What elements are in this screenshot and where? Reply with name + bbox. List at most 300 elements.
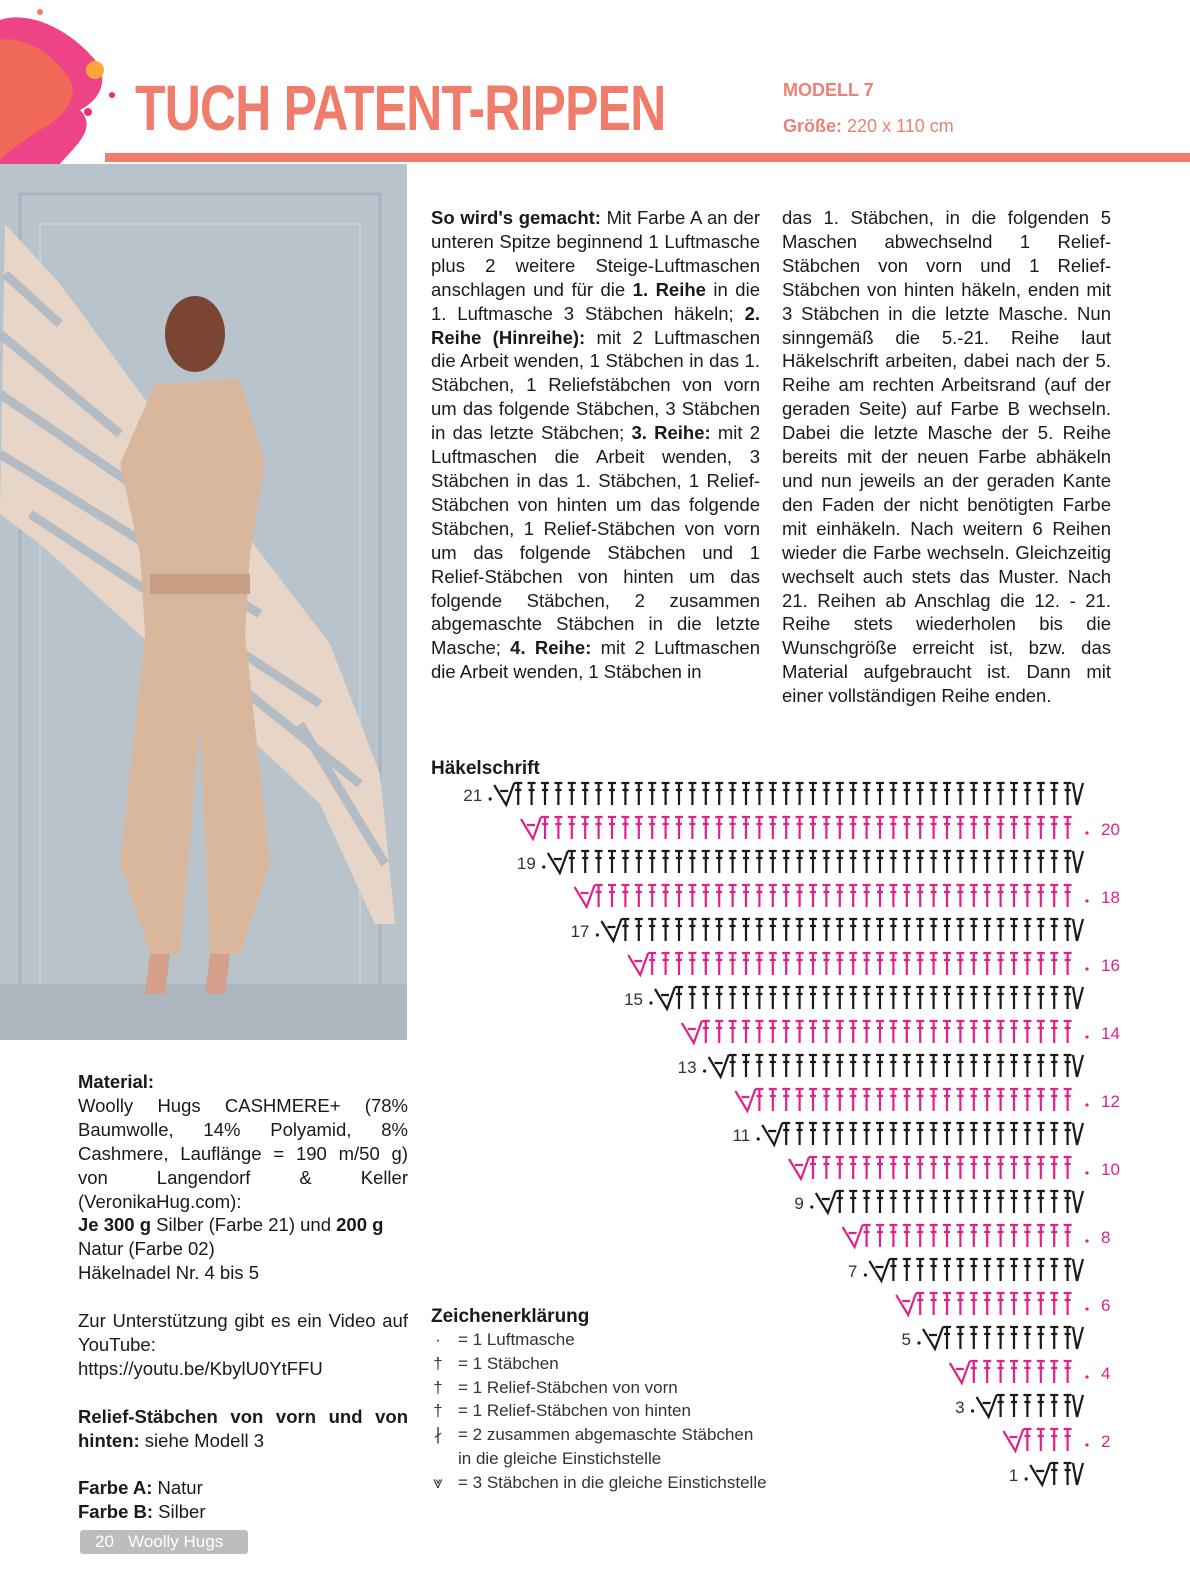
stitch-symbol-icon <box>1010 1259 1018 1281</box>
stitch-symbol-icon <box>662 851 670 873</box>
stitch-symbol-icon <box>1064 851 1072 873</box>
chain-dot-icon <box>649 1001 652 1004</box>
stitch-symbol-icon <box>568 851 576 873</box>
increase-symbol-icon <box>494 783 514 805</box>
chart-row-6 <box>896 1293 1071 1315</box>
stitch-symbol-icon <box>1050 1157 1058 1179</box>
stitch-symbol-icon <box>822 1021 830 1043</box>
stitch-symbol-icon <box>742 783 750 805</box>
farbe-b-value: Silber <box>153 1501 206 1523</box>
stitch-symbol-icon <box>930 1157 938 1179</box>
stitch-symbol-icon <box>997 919 1005 941</box>
stitch-symbol-icon <box>1064 1191 1072 1213</box>
legend-item <box>418 1378 678 1398</box>
stitch-symbol-icon <box>1050 783 1058 805</box>
chart-row-11 <box>762 1123 1083 1145</box>
stitch-symbol-icon <box>1023 1395 1031 1417</box>
stitch-symbol-icon <box>943 1191 951 1213</box>
size-label: Größe: <box>783 116 843 136</box>
stitch-symbol-icon <box>648 885 656 907</box>
stitch-symbol-icon <box>1037 1021 1045 1043</box>
stitch-symbol-icon <box>876 987 884 1009</box>
stitch-symbol-icon <box>863 817 871 839</box>
amount-silver: Je 300 g <box>78 1214 152 1236</box>
legend-text: in die gleiche Einstichstelle <box>458 1449 662 1468</box>
stitch-symbol-icon <box>997 1395 1005 1417</box>
stitch-symbol-icon <box>930 987 938 1009</box>
row-number-label: 8 <box>1101 1228 1111 1247</box>
silver-info: Silber (Farbe 21) und <box>151 1214 337 1236</box>
stitch-symbol-icon <box>997 1293 1005 1315</box>
stitch-symbol-icon <box>956 1089 964 1111</box>
stitch-symbol-icon <box>983 1361 991 1383</box>
stitch-symbol-icon <box>916 1123 924 1145</box>
stitch-symbol-icon <box>889 885 897 907</box>
instructions-column-2 <box>782 206 1111 708</box>
stitch-symbol-icon <box>876 1089 884 1111</box>
stitch-symbol-icon <box>1064 817 1072 839</box>
stitch-symbol-icon <box>863 1157 871 1179</box>
stitch-symbol-icon <box>1010 817 1018 839</box>
stitch-symbol-icon <box>956 1157 964 1179</box>
chart-row-15 <box>655 987 1083 1009</box>
stitch-symbol-icon <box>836 1157 844 1179</box>
stitch-symbol-icon <box>849 1055 857 1077</box>
stitch-symbol-icon <box>956 953 964 975</box>
stitch-symbol-icon <box>956 987 964 1009</box>
row-number-label: 18 <box>1101 888 1120 907</box>
stitch-symbol-icon <box>648 817 656 839</box>
stitch-symbol-icon <box>1023 1157 1031 1179</box>
stitch-symbol-icon <box>970 783 978 805</box>
stitch-symbol-icon <box>1064 1259 1072 1281</box>
stitch-symbol-icon <box>970 1157 978 1179</box>
stitch-symbol-icon <box>648 953 656 975</box>
chart-row-1 <box>1030 1463 1083 1485</box>
stitch-symbol-icon <box>729 953 737 975</box>
increase-symbol-icon <box>789 1157 809 1179</box>
stitch-symbol-icon <box>997 1055 1005 1077</box>
video-link[interactable]: https://youtu.be/KbylU0YtFFU <box>78 1357 323 1379</box>
decrease-symbol-icon <box>1073 851 1083 873</box>
stitch-symbol-icon <box>702 851 710 873</box>
stitch-symbol-icon <box>822 851 830 873</box>
stitch-symbol-icon <box>930 1123 938 1145</box>
stitch-symbol-icon <box>943 919 951 941</box>
stitch-symbol-icon <box>1064 919 1072 941</box>
stitch-symbol-icon <box>796 783 804 805</box>
stitch-symbol-icon <box>715 987 723 1009</box>
stitch-symbol-icon <box>822 919 830 941</box>
stitch-symbol-icon <box>608 783 616 805</box>
stitch-symbol-icon <box>849 987 857 1009</box>
instruction-segment: in die 1. Luftmasche 3 Stäbchen häkeln; <box>431 278 760 324</box>
instruction-segment: 3. Reihe: <box>631 422 711 444</box>
stitch-symbol-icon <box>782 987 790 1009</box>
instruction-segment: mit 2 Luftmaschen die Arbeit wenden, 1 Stäbchen in <box>431 637 761 683</box>
stitch-symbol-icon <box>782 783 790 805</box>
stitch-symbol-icon <box>1037 987 1045 1009</box>
stitch-symbol-icon <box>903 1157 911 1179</box>
legend-symbol-icon: † <box>433 1353 443 1373</box>
stitch-symbol-icon <box>755 783 763 805</box>
stitch-symbol-icon <box>983 1157 991 1179</box>
stitch-symbol-icon <box>970 817 978 839</box>
stitch-symbol-icon <box>1037 851 1045 873</box>
stitch-symbol-icon <box>769 783 777 805</box>
stitch-symbol-icon <box>943 851 951 873</box>
chain-dot-icon <box>1025 1477 1028 1480</box>
stitch-symbol-icon <box>876 1123 884 1145</box>
stitch-symbol-icon <box>1064 1157 1072 1179</box>
stitch-symbol-icon <box>782 851 790 873</box>
stitch-symbol-icon <box>1023 851 1031 873</box>
stitch-symbol-icon <box>809 919 817 941</box>
chart-row-13 <box>709 1055 1083 1077</box>
decrease-symbol-icon <box>1073 919 1083 941</box>
stitch-symbol-icon <box>943 1021 951 1043</box>
stitch-symbol-icon <box>863 953 871 975</box>
stitch-symbol-icon <box>849 953 857 975</box>
stitch-symbol-icon <box>836 953 844 975</box>
stitch-symbol-icon <box>1023 1225 1031 1247</box>
stitch-symbol-icon <box>1023 1259 1031 1281</box>
stitch-symbol-icon <box>903 987 911 1009</box>
chart-row-14 <box>682 1021 1072 1043</box>
increase-symbol-icon <box>575 885 595 907</box>
stitch-symbol-icon <box>554 817 562 839</box>
stitch-symbol-icon <box>930 1259 938 1281</box>
stitch-symbol-icon <box>1037 783 1045 805</box>
stitch-symbol-icon <box>983 851 991 873</box>
stitch-symbol-icon <box>1010 953 1018 975</box>
stitch-symbol-icon <box>1023 953 1031 975</box>
model-number: MODELL 7 <box>783 80 874 100</box>
stitch-symbol-icon <box>1010 987 1018 1009</box>
stitch-symbol-icon <box>688 987 696 1009</box>
stitch-symbol-icon <box>554 783 562 805</box>
stitch-symbol-icon <box>836 1021 844 1043</box>
stitch-symbol-icon <box>930 1089 938 1111</box>
stitch-symbol-icon <box>1023 817 1031 839</box>
row-number-label: 4 <box>1101 1364 1111 1383</box>
stitch-symbol-icon <box>715 953 723 975</box>
stitch-symbol-icon <box>742 1055 750 1077</box>
stitch-symbol-icon <box>1050 1259 1058 1281</box>
legend-text: = 1 Stäbchen <box>458 1353 559 1373</box>
chain-dot-icon <box>757 1137 760 1140</box>
stitch-symbol-icon <box>970 953 978 975</box>
stitch-symbol-icon <box>863 783 871 805</box>
stitch-symbol-icon <box>688 953 696 975</box>
increase-symbol-icon <box>628 953 648 975</box>
stitch-symbol-icon <box>608 817 616 839</box>
stitch-symbol-icon <box>729 987 737 1009</box>
amount-natur: 200 g <box>336 1214 384 1236</box>
stitch-symbol-icon <box>822 885 830 907</box>
page-number: 20 <box>95 1532 114 1551</box>
legend-text: = 1 Relief-Stäbchen von hinten <box>458 1401 691 1421</box>
stitch-symbol-icon <box>916 1259 924 1281</box>
stitch-symbol-icon <box>1050 1055 1058 1077</box>
stitch-symbol-icon <box>1050 1225 1058 1247</box>
stitch-symbol-icon <box>715 817 723 839</box>
stitch-symbol-icon <box>662 817 670 839</box>
stitch-symbol-icon <box>849 1089 857 1111</box>
decrease-symbol-icon <box>1073 1327 1083 1349</box>
stitch-symbol-icon <box>956 851 964 873</box>
stitch-symbol-icon <box>1050 1123 1058 1145</box>
stitch-symbol-icon <box>822 1055 830 1077</box>
stitch-symbol-icon <box>782 919 790 941</box>
stitch-symbol-icon <box>729 1055 737 1077</box>
video-intro: Zur Unterstützung gibt es ein Video auf YouTube: <box>78 1310 408 1355</box>
stitch-symbol-icon <box>943 1327 951 1349</box>
stitch-symbol-icon <box>943 987 951 1009</box>
stitch-symbol-icon <box>662 783 670 805</box>
legend-item <box>418 1330 575 1350</box>
row-number-label: 20 <box>1101 820 1120 839</box>
stitch-symbol-icon <box>916 1225 924 1247</box>
stitch-symbol-icon <box>930 1055 938 1077</box>
stitch-symbol-icon <box>1023 1429 1031 1451</box>
chain-dot-icon <box>1085 1171 1088 1174</box>
instruction-segment: 4. Reihe: <box>510 637 592 659</box>
legend-symbol-icon: † <box>433 1377 443 1397</box>
stitch-symbol-icon <box>595 851 603 873</box>
stitch-symbol-icon <box>983 783 991 805</box>
stitch-symbol-icon <box>930 1021 938 1043</box>
stitch-symbol-icon <box>742 919 750 941</box>
stitch-symbol-icon <box>1064 783 1072 805</box>
stitch-symbol-icon <box>997 1361 1005 1383</box>
stitch-symbol-icon <box>796 1021 804 1043</box>
chart-heading: Häkelschrift <box>431 758 540 779</box>
stitch-symbol-icon <box>675 817 683 839</box>
stitch-symbol-icon <box>863 1123 871 1145</box>
legend-item <box>418 1449 661 1469</box>
stitch-symbol-icon <box>1050 1429 1058 1451</box>
chart-row-5 <box>923 1327 1083 1349</box>
video-text <box>78 1309 408 1381</box>
stitch-symbol-icon <box>1064 885 1072 907</box>
increase-symbol-icon <box>869 1259 889 1281</box>
stitch-symbol-icon <box>889 1259 897 1281</box>
stitch-symbol-icon <box>595 885 603 907</box>
row-number-label: 21 <box>463 786 483 805</box>
stitch-symbol-icon <box>822 817 830 839</box>
stitch-symbol-icon <box>621 817 629 839</box>
instructions-paragraph-2: das 1. Stäbchen, in die folgenden 5 Maschen abwechselnd 1 Relief-Stäbchen von vorn und 1 Relief-Stäbchen von hinten häkeln, enden mit 3 Stäbchen in die letzte Masche. Nun sinngemäß die 5.-21. Reihe laut Häkelschrift arbeiten, dabei nach der 5. Reihe am rechten Arbeitsrand (auf der geraden Seite) auf Farbe B wechseln. Dabei die letzte Masche der 5. Reihe bereits mit der neuen Farbe abhäkeln und nun jeweils an der geraden Kante den Faden der nicht benötigten Farbe mit einhäkeln. Nach weitern 6 Reihen wieder die Farbe wechseln. Gleichzeitig wechselt auch stets das Muster. Nach 21. Reihen ab Anschlag die 12. - 21. Reihe stets wiederholen bis die Wunschgröße erreicht ist, bzw. das Material aufgebraucht ist. Dann mit einer vollständigen Reihe enden. <box>782 207 1111 707</box>
stitch-symbol-icon <box>970 1361 978 1383</box>
legend-text: = 3 Stäbchen in die gleiche Einstichstelle <box>458 1472 767 1492</box>
stitch-symbol-icon <box>956 1123 964 1145</box>
stitch-symbol-icon <box>1037 1191 1045 1213</box>
stitch-symbol-icon <box>889 987 897 1009</box>
stitch-symbol-icon <box>715 783 723 805</box>
stitch-symbol-icon <box>769 1021 777 1043</box>
stitch-symbol-icon <box>675 987 683 1009</box>
stitch-symbol-icon <box>836 987 844 1009</box>
stitch-symbol-icon <box>970 919 978 941</box>
stitch-symbol-icon <box>1010 885 1018 907</box>
legend-symbol-icon: ⩔ <box>433 1472 443 1492</box>
stitch-symbol-icon <box>983 1055 991 1077</box>
chain-dot-icon <box>596 933 599 936</box>
row-number-label: 6 <box>1101 1296 1111 1315</box>
row-number-label: 9 <box>794 1194 804 1213</box>
stitch-symbol-icon <box>903 1259 911 1281</box>
legend-text: = 1 Luftmasche <box>458 1330 575 1349</box>
stitch-symbol-icon <box>997 1225 1005 1247</box>
stitch-symbol-icon <box>849 817 857 839</box>
stitch-symbol-icon <box>782 953 790 975</box>
decrease-symbol-icon <box>1073 1463 1083 1485</box>
stitch-symbol-icon <box>1037 1429 1045 1451</box>
row-number-label: 5 <box>901 1330 911 1349</box>
stitch-symbol-icon <box>769 851 777 873</box>
stitch-symbol-icon <box>876 1157 884 1179</box>
stitch-symbol-icon <box>1050 1361 1058 1383</box>
relief-label: Relief-Stäbchen von vorn und von hinten: <box>78 1405 408 1451</box>
increase-symbol-icon <box>977 1395 997 1417</box>
stitch-symbol-icon <box>836 1123 844 1145</box>
decrease-symbol-icon <box>1073 1123 1083 1145</box>
stitch-symbol-icon <box>769 817 777 839</box>
increase-symbol-icon <box>896 1293 916 1315</box>
stitch-symbol-icon <box>863 987 871 1009</box>
stitch-symbol-icon <box>688 919 696 941</box>
stitch-symbol-icon <box>903 1191 911 1213</box>
stitch-symbol-icon <box>836 1055 844 1077</box>
stitch-symbol-icon <box>809 1055 817 1077</box>
stitch-symbol-icon <box>943 1157 951 1179</box>
stitch-symbol-icon <box>916 783 924 805</box>
increase-symbol-icon <box>655 987 675 1009</box>
stitch-symbol-icon <box>755 1021 763 1043</box>
stitch-symbol-icon <box>889 1191 897 1213</box>
stitch-symbol-icon <box>983 953 991 975</box>
stitch-symbol-icon <box>1064 1055 1072 1077</box>
stitch-symbol-icon <box>903 953 911 975</box>
stitch-symbol-icon <box>849 851 857 873</box>
stitch-symbol-icon <box>702 1021 710 1043</box>
stitch-symbol-icon <box>1010 1327 1018 1349</box>
stitch-symbol-icon <box>956 919 964 941</box>
stitch-symbol-icon <box>755 1089 763 1111</box>
stitch-symbol-icon <box>889 851 897 873</box>
stitch-symbol-icon <box>1050 851 1058 873</box>
legend-item <box>418 1354 559 1374</box>
chart-row-16 <box>628 953 1071 975</box>
stitch-symbol-icon <box>916 1157 924 1179</box>
stitch-symbol-icon <box>997 1259 1005 1281</box>
stitch-symbol-icon <box>769 1055 777 1077</box>
stitch-symbol-icon <box>809 1089 817 1111</box>
stitch-symbol-icon <box>943 1123 951 1145</box>
stitch-symbol-icon <box>1037 1157 1045 1179</box>
legend-item <box>418 1473 767 1493</box>
chain-dot-icon <box>542 865 545 868</box>
stitch-symbol-icon <box>1050 1327 1058 1349</box>
stitch-symbol-icon <box>836 1089 844 1111</box>
stitch-symbol-icon <box>608 851 616 873</box>
legend-text: = 1 Relief-Stäbchen von vorn <box>458 1377 678 1397</box>
stitch-symbol-icon <box>983 1327 991 1349</box>
increase-symbol-icon <box>950 1361 970 1383</box>
stitch-symbol-icon <box>1050 1089 1058 1111</box>
instruction-segment: 2. Reihe (Hinreihe): <box>431 302 760 348</box>
stitch-symbol-icon <box>943 953 951 975</box>
legend-text: = 2 zusammen abgemaschte Stäbchen <box>458 1425 754 1445</box>
stitch-symbol-icon <box>930 1293 938 1315</box>
stitch-symbol-icon <box>916 1055 924 1077</box>
stitch-symbol-icon <box>1010 783 1018 805</box>
stitch-symbol-icon <box>1037 885 1045 907</box>
stitch-symbol-icon <box>796 1123 804 1145</box>
stitch-symbol-icon <box>809 817 817 839</box>
stitch-symbol-icon <box>796 885 804 907</box>
stitch-symbol-icon <box>702 885 710 907</box>
stitch-symbol-icon <box>1023 987 1031 1009</box>
increase-symbol-icon <box>735 1089 755 1111</box>
stitch-symbol-icon <box>782 1021 790 1043</box>
stitch-symbol-icon <box>769 1089 777 1111</box>
stitch-symbol-icon <box>889 1089 897 1111</box>
increase-symbol-icon <box>762 1123 782 1145</box>
stitch-symbol-icon <box>916 953 924 975</box>
stitch-symbol-icon <box>863 1089 871 1111</box>
row-number-label: 2 <box>1101 1432 1111 1451</box>
stitch-symbol-icon <box>943 817 951 839</box>
farbe-b-label: Farbe B: <box>78 1501 154 1523</box>
model-photo <box>0 164 407 1040</box>
stitch-symbol-icon <box>983 1259 991 1281</box>
stitch-symbol-icon <box>782 1055 790 1077</box>
stitch-symbol-icon <box>876 1225 884 1247</box>
stitch-symbol-icon <box>956 817 964 839</box>
stitch-symbol-icon <box>581 851 589 873</box>
stitch-symbol-icon <box>1050 1463 1058 1485</box>
stitch-symbol-icon <box>729 919 737 941</box>
stitch-symbol-icon <box>715 885 723 907</box>
legend-item <box>418 1401 691 1421</box>
stitch-symbol-icon <box>541 817 549 839</box>
stitch-symbol-icon <box>876 919 884 941</box>
stitch-symbol-icon <box>822 987 830 1009</box>
size-info <box>783 116 954 137</box>
chain-dot-icon <box>1085 1239 1088 1242</box>
stitch-symbol-icon <box>822 783 830 805</box>
chart-row-9 <box>816 1191 1083 1213</box>
stitch-symbol-icon <box>943 783 951 805</box>
row-number-label: 3 <box>955 1398 965 1417</box>
header-rule <box>105 153 1190 162</box>
instructions-paragraph-1 <box>431 206 760 684</box>
stitch-symbol-icon <box>809 885 817 907</box>
chart-row-19 <box>548 851 1083 873</box>
stitch-symbol-icon <box>1050 987 1058 1009</box>
chart-row-10 <box>789 1157 1072 1179</box>
stitch-symbol-icon <box>1050 919 1058 941</box>
stitch-symbol-icon <box>956 1225 964 1247</box>
stitch-symbol-icon <box>702 987 710 1009</box>
stitch-symbol-icon <box>715 851 723 873</box>
stitch-symbol-icon <box>863 885 871 907</box>
stitch-symbol-icon <box>970 1293 978 1315</box>
stitch-symbol-icon <box>1010 1021 1018 1043</box>
instruction-segment: 1. Reihe <box>632 278 706 300</box>
